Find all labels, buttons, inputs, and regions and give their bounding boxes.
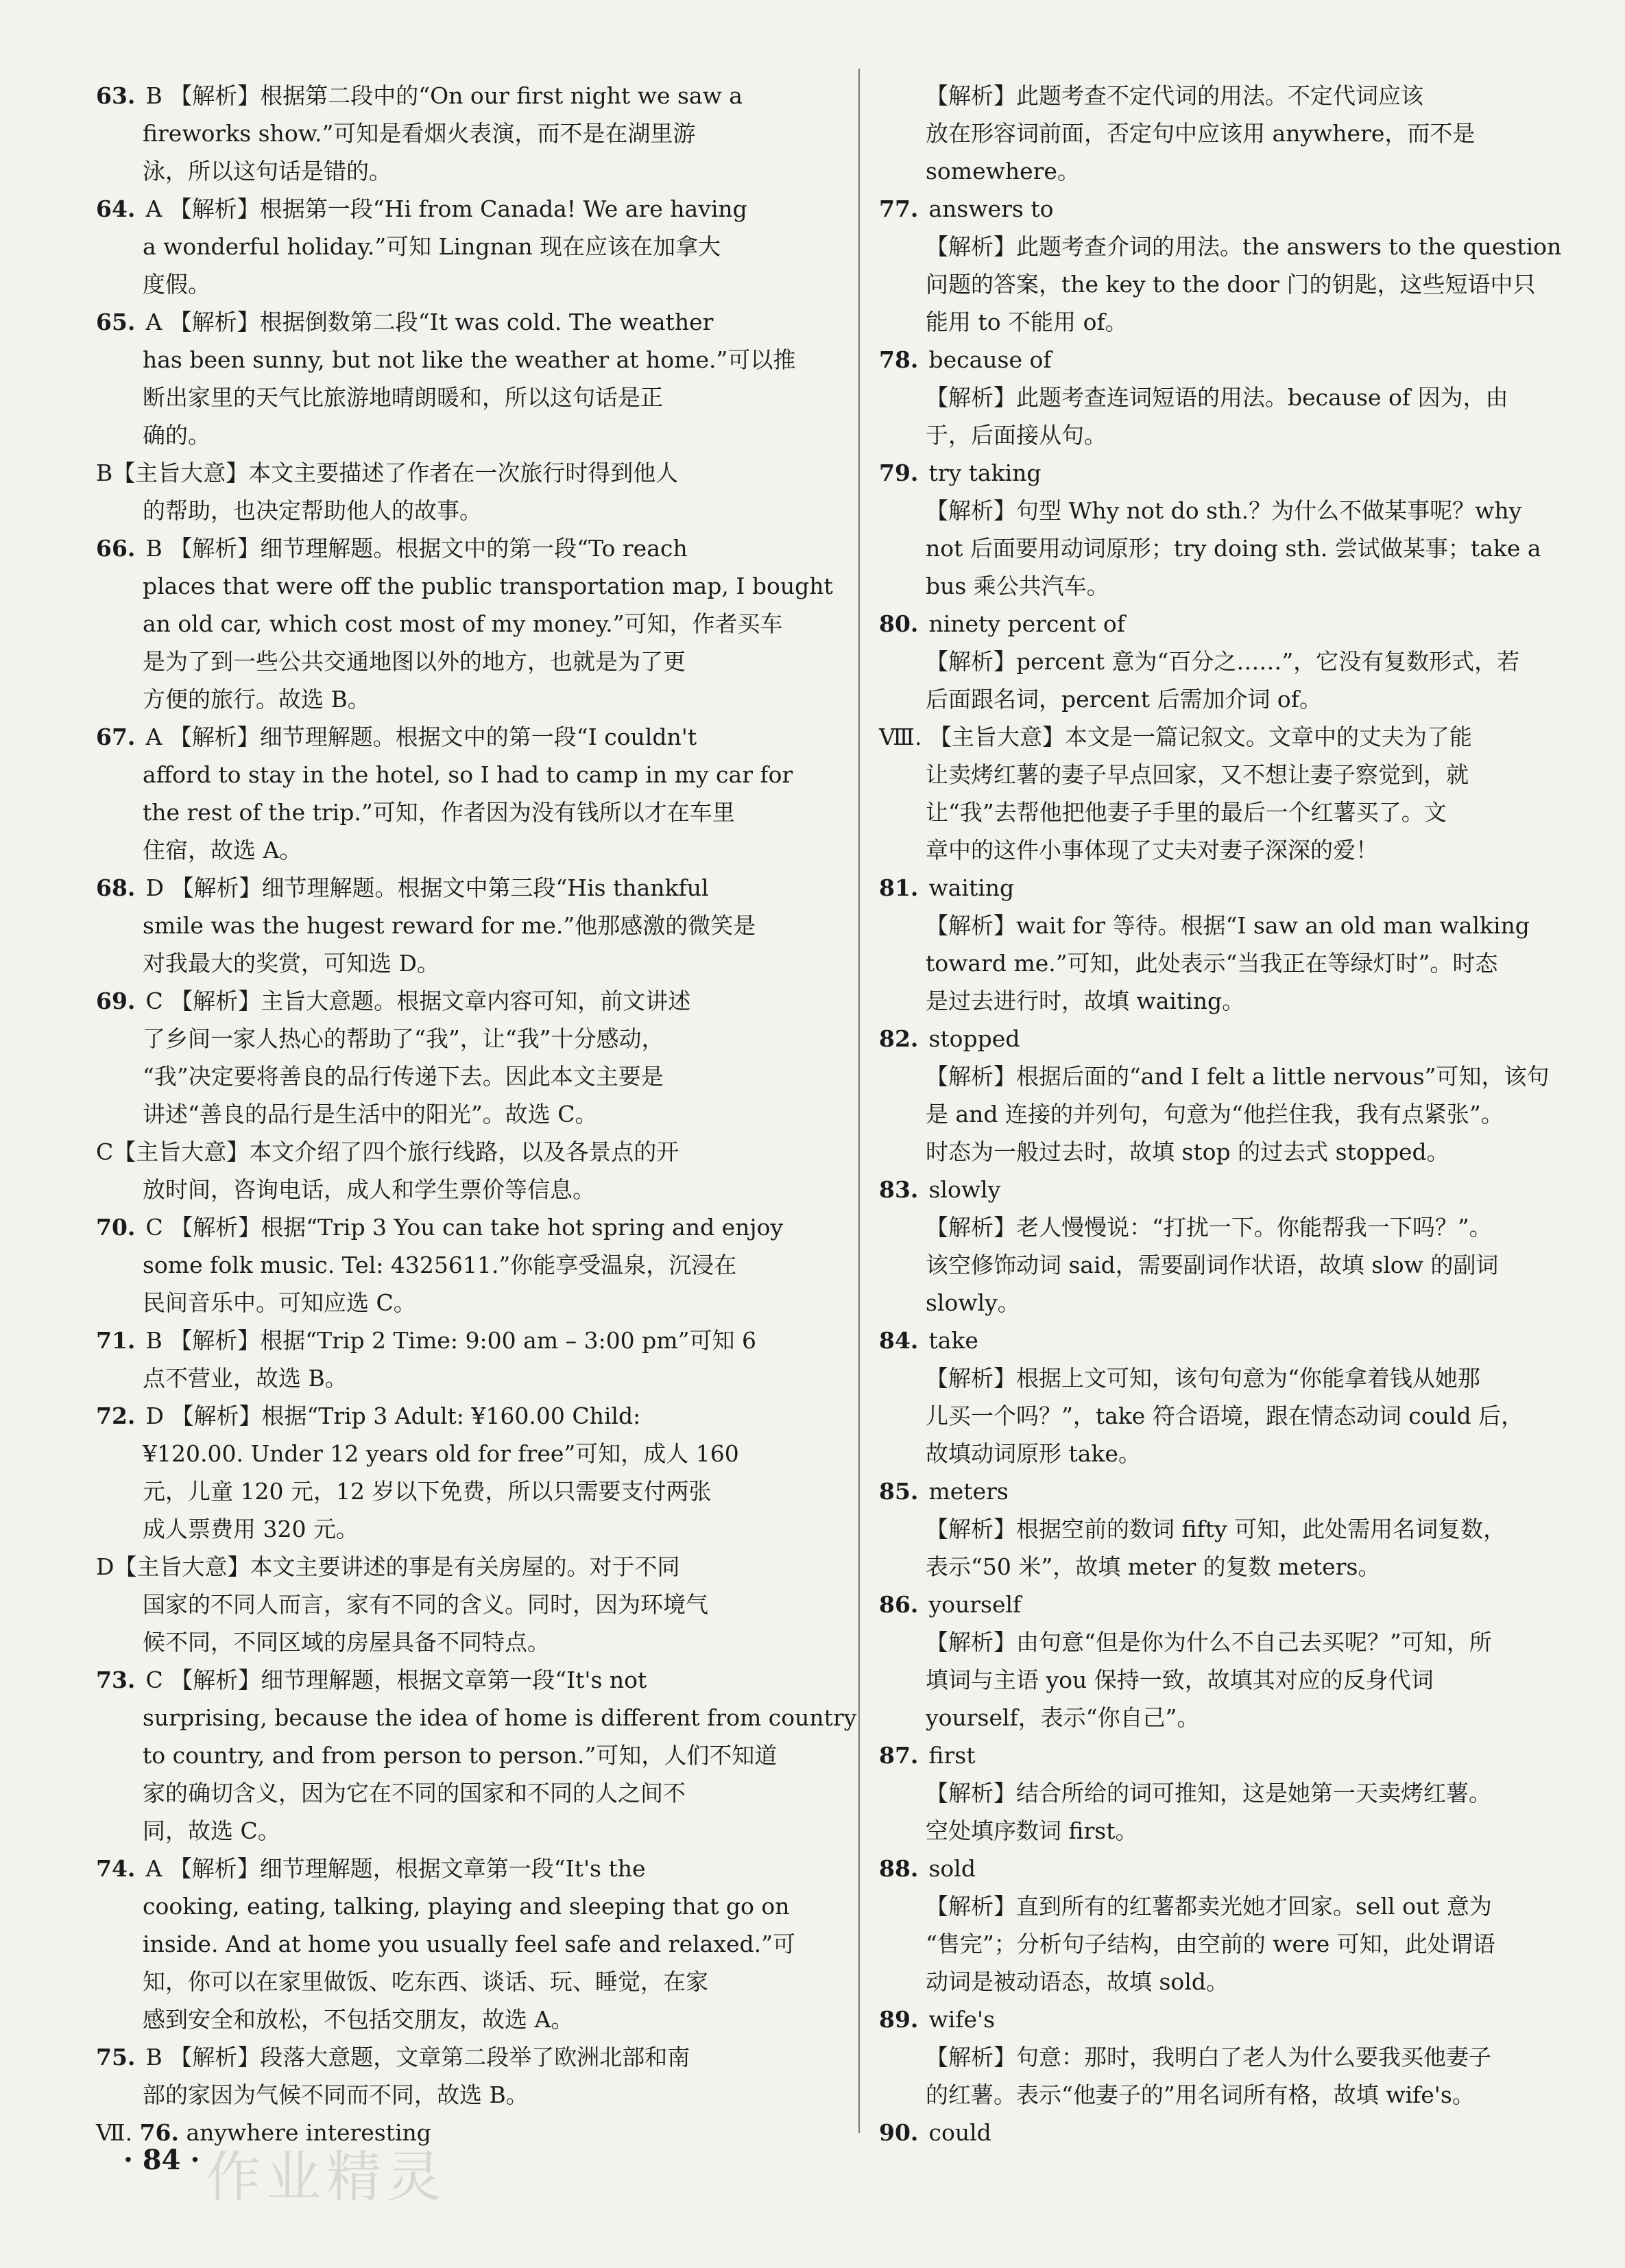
text-line: not 后面要用动词原形；try doing sth. 尝试做某事；take a	[926, 535, 1541, 562]
text-line: 【解析】根据空前的数词 fifty 可知，此处需用名词复数，	[926, 1516, 1506, 1542]
text-line: 动词是被动语态，故填 sold。	[926, 1968, 1229, 1995]
text-line: 放在形容词前面，否定句中应该用 anywhere，而不是	[926, 120, 1476, 147]
text-line: 66. B 【解析】细节理解题。根据文中的第一段“To reach	[96, 535, 688, 562]
text-line: some folk music. Tel: 4325611.”你能享受温泉，沉浸在	[143, 1252, 737, 1278]
text-line: 断出家里的天气比旅游地晴朗暖和，所以这句话是正	[143, 384, 663, 411]
text-line: 讲述“善良的品行是生活中的阳光”。故选 C。	[143, 1101, 598, 1127]
column-divider	[858, 69, 860, 2133]
text-line: 【解析】由句意“但是你为什么不自己去买呢？”可知，所	[926, 1629, 1492, 1656]
text-line: 63. B 【解析】根据第二段中的“On our first night we saw a	[96, 82, 743, 109]
text-line: 88. sold	[879, 1855, 976, 1882]
watermark: 作业精灵	[206, 2145, 447, 2209]
text-line: the rest of the trip.”可知，作者因为没有钱所以才在车里	[143, 799, 735, 826]
text-line: 65. A 【解析】根据倒数第二段“It was cold. The weather	[96, 309, 714, 335]
text-line: 【解析】wait for 等待。根据“I saw an old man walking	[926, 912, 1530, 939]
text-line: 79. try taking	[879, 459, 1042, 486]
text-line: 故填动词原形 take。	[926, 1440, 1141, 1467]
text-line: 该空修饰动词 said，需要副词作状语，故填 slow 的副词	[926, 1252, 1499, 1278]
text-line: 是 and 连接的并列句，句意为“他拦住我，我有点紧张”。	[926, 1101, 1504, 1127]
text-line: 放时间，咨询电话，成人和学生票价等信息。	[143, 1176, 595, 1203]
text-line: 问题的答案，the key to the door 门的钥匙，这些短语中只	[926, 271, 1536, 298]
text-line: B【主旨大意】本文主要描述了作者在一次旅行时得到他人	[96, 459, 679, 486]
text-line: places that were off the public transportation map, I bought	[143, 573, 833, 599]
text-line: to country, and from person to person.”可知，人们不知道	[143, 1742, 778, 1769]
text-line: 成人票费用 320 元。	[143, 1516, 359, 1542]
text-line: 部的家因为气候不同而不同，故选 B。	[143, 2081, 529, 2108]
text-line: toward me.”可知，此处表示“当我正在等绿灯时”。时态	[926, 950, 1498, 977]
text-line: 民间音乐中。可知应选 C。	[143, 1289, 416, 1316]
text-line: 67. A 【解析】细节理解题。根据文中的第一段“I couldn't	[96, 724, 697, 750]
text-line: 84. take	[879, 1327, 978, 1354]
text-line: 点不营业，故选 B。	[143, 1365, 348, 1392]
text-line: 68. D 【解析】细节理解题。根据文中第三段“His thankful	[96, 874, 709, 901]
text-line: 的红薯。表示“他妻子的”用名词所有格，故填 wife's。	[926, 2081, 1475, 2108]
text-line: 于，后面接从句。	[926, 422, 1107, 449]
text-line: 【解析】此题考查不定代词的用法。不定代词应该	[926, 82, 1423, 109]
text-line: 70. C 【解析】根据“Trip 3 You can take hot spring and enjoy	[96, 1214, 784, 1241]
text-line: Ⅷ. 【主旨大意】本文是一篇记叙文。文章中的丈夫为了能	[879, 724, 1472, 750]
text-line: an old car, which cost most of my money.”可知，作者买车	[143, 610, 783, 637]
text-line: ¥120.00. Under 12 years old for free”可知，成人 160	[143, 1440, 739, 1467]
text-line: 78. because of	[879, 346, 1052, 373]
text-line: 90. could	[879, 2119, 991, 2146]
text-line: 89. wife's	[879, 2006, 996, 2033]
text-line: 章中的这件小事体现了丈夫对妻子深深的爱！	[926, 837, 1378, 863]
text-line: 对我最大的奖赏，可知选 D。	[143, 950, 440, 977]
text-line: “我”决定要将善良的品行传递下去。因此本文主要是	[143, 1063, 664, 1090]
text-line: somewhere。	[926, 158, 1080, 184]
text-line: 填词与主语 you 保持一致，故填其对应的反身代词	[926, 1667, 1434, 1693]
text-line: 让卖烤红薯的妻子早点回家，又不想让妻子察觉到，就	[926, 761, 1469, 788]
text-line: 75. B 【解析】段落大意题，文章第二段举了欧洲北部和南	[96, 2044, 690, 2070]
text-line: 80. ninety percent of	[879, 610, 1125, 637]
text-line: 儿买一个吗？”，take 符合语境，跟在情态动词 could 后，	[926, 1402, 1524, 1429]
text-line: 了乡间一家人热心的帮助了“我”，让“我”十分感动，	[143, 1025, 664, 1052]
text-line: 泳，所以这句话是错的。	[143, 158, 392, 184]
text-line: 【解析】此题考查连词短语的用法。because of 因为，由	[926, 384, 1508, 411]
right-column	[879, 77, 1599, 2151]
text-line: 73. C 【解析】细节理解题，根据文章第一段“It's not	[96, 1667, 647, 1693]
text-line: 国家的不同人而言，家有不同的含义。同时，因为环境气	[143, 1591, 708, 1618]
text-line: 83. slowly	[879, 1176, 1001, 1203]
text-line: 是过去进行时，故填 waiting。	[926, 988, 1245, 1014]
text-line: 后面跟名词，percent 后需加介词 of。	[926, 686, 1323, 713]
text-line: 知，你可以在家里做饭、吃东西、谈话、玩、睡觉，在家	[143, 1968, 708, 1995]
text-line: 77. answers to	[879, 195, 1054, 222]
text-line: 【解析】结合所给的词可推知，这是她第一天卖烤红薯。	[926, 1780, 1491, 1806]
text-line: inside. And at home you usually feel safe and relaxed.”可	[143, 1931, 795, 1957]
text-line: has been sunny, but not like the weather at home.”可以推	[143, 346, 796, 373]
text-line: “售完”；分析句子结构，由空前的 were 可知，此处谓语	[926, 1931, 1495, 1957]
text-line: 【解析】句意：那时，我明白了老人为什么要我买他妻子	[926, 2044, 1491, 2070]
text-line: afford to stay in the hotel, so I had to camp in my car for	[143, 761, 793, 788]
text-line: bus 乘公共汽车。	[926, 573, 1109, 599]
text-line: fireworks show.”可知是看烟火表演，而不是在湖里游	[143, 120, 696, 147]
text-line: 方便的旅行。故选 B。	[143, 686, 370, 713]
left-column	[96, 77, 857, 2151]
text-line: 【解析】percent 意为“百分之……”，它没有复数形式，若	[926, 648, 1520, 675]
text-line: 【解析】此题考查介词的用法。the answers to the question	[926, 233, 1562, 260]
text-line: 是为了到一些公共交通地图以外的地方，也就是为了更	[143, 648, 686, 675]
text-line: 的帮助，也决定帮助他人的故事。	[143, 497, 482, 524]
text-line: 能用 to 不能用 of。	[926, 309, 1128, 335]
text-line: cooking, eating, talking, playing and sleeping that go on	[143, 1893, 790, 1920]
text-line: 86. yourself	[879, 1591, 1022, 1618]
text-line: 度假。	[143, 271, 210, 298]
text-line: surprising, because the idea of home is different from country	[143, 1704, 857, 1731]
text-line: 72. D 【解析】根据“Trip 3 Adult: ¥160.00 Child:	[96, 1402, 641, 1429]
text-line: 71. B 【解析】根据“Trip 2 Time: 9:00 am – 3:00 pm”可知 6	[96, 1327, 756, 1354]
text-line: 空处填序数词 first。	[926, 1817, 1138, 1844]
text-line: smile was the hugest reward for me.”他那感激的微笑是	[143, 912, 756, 939]
text-line: C【主旨大意】本文介绍了四个旅行线路，以及各景点的开	[96, 1138, 679, 1165]
text-line: 85. meters	[879, 1478, 1009, 1505]
text-line: 【解析】直到所有的红薯都卖光她才回家。sell out 意为	[926, 1893, 1492, 1920]
page-number: · 84 ·	[123, 2144, 200, 2176]
text-line: D【主旨大意】本文主要讲述的事是有关房屋的。对于不同	[96, 1553, 680, 1580]
text-line: 时态为一般过去时，故填 stop 的过去式 stopped。	[926, 1138, 1449, 1165]
text-line: 住宿，故选 A。	[143, 837, 302, 863]
text-line: 确的。	[143, 422, 210, 449]
text-line: 家的确切含义，因为它在不同的国家和不同的人之间不	[143, 1780, 686, 1806]
text-line: 81. waiting	[879, 874, 1015, 901]
text-line: yourself，表示“你自己”。	[926, 1704, 1200, 1731]
text-line: slowly。	[926, 1289, 1020, 1316]
text-line: 87. first	[879, 1742, 976, 1769]
text-line: 【解析】根据上文可知，该句句意为“你能拿着钱从她那	[926, 1365, 1480, 1392]
text-line: 让“我”去帮他把他妻子手里的最后一个红薯买了。文	[926, 799, 1447, 826]
text-line: 同，故选 C。	[143, 1817, 280, 1844]
text-line: 候不同，不同区域的房屋具备不同特点。	[143, 1629, 550, 1656]
text-line: 【解析】句型 Why not do sth.？为什么不做某事呢？why	[926, 497, 1522, 524]
text-line: 元，儿童 120 元，12 岁以下免费，所以只需要支付两张	[143, 1478, 712, 1505]
text-line: 【解析】老人慢慢说：“打扰一下。你能帮我一下吗？”。	[926, 1214, 1492, 1241]
text-line: 感到安全和放松，不包括交朋友，故选 A。	[143, 2006, 574, 2033]
text-line: 表示“50 米”，故填 meter 的复数 meters。	[926, 1553, 1381, 1580]
text-line: 64. A 【解析】根据第一段“Hi from Canada! We are having	[96, 195, 747, 222]
text-line: 【解析】根据后面的“and I felt a little nervous”可知，该句	[926, 1063, 1550, 1090]
text-line: 69. C 【解析】主旨大意题。根据文章内容可知，前文讲述	[96, 988, 691, 1014]
text-line: 74. A 【解析】细节理解题，根据文章第一段“It's the	[96, 1855, 646, 1882]
text-line: 82. stopped	[879, 1025, 1020, 1052]
text-line: a wonderful holiday.”可知 Lingnan 现在应该在加拿大	[143, 233, 721, 260]
text-line: Ⅶ. 76. anywhere interesting	[96, 2119, 431, 2146]
